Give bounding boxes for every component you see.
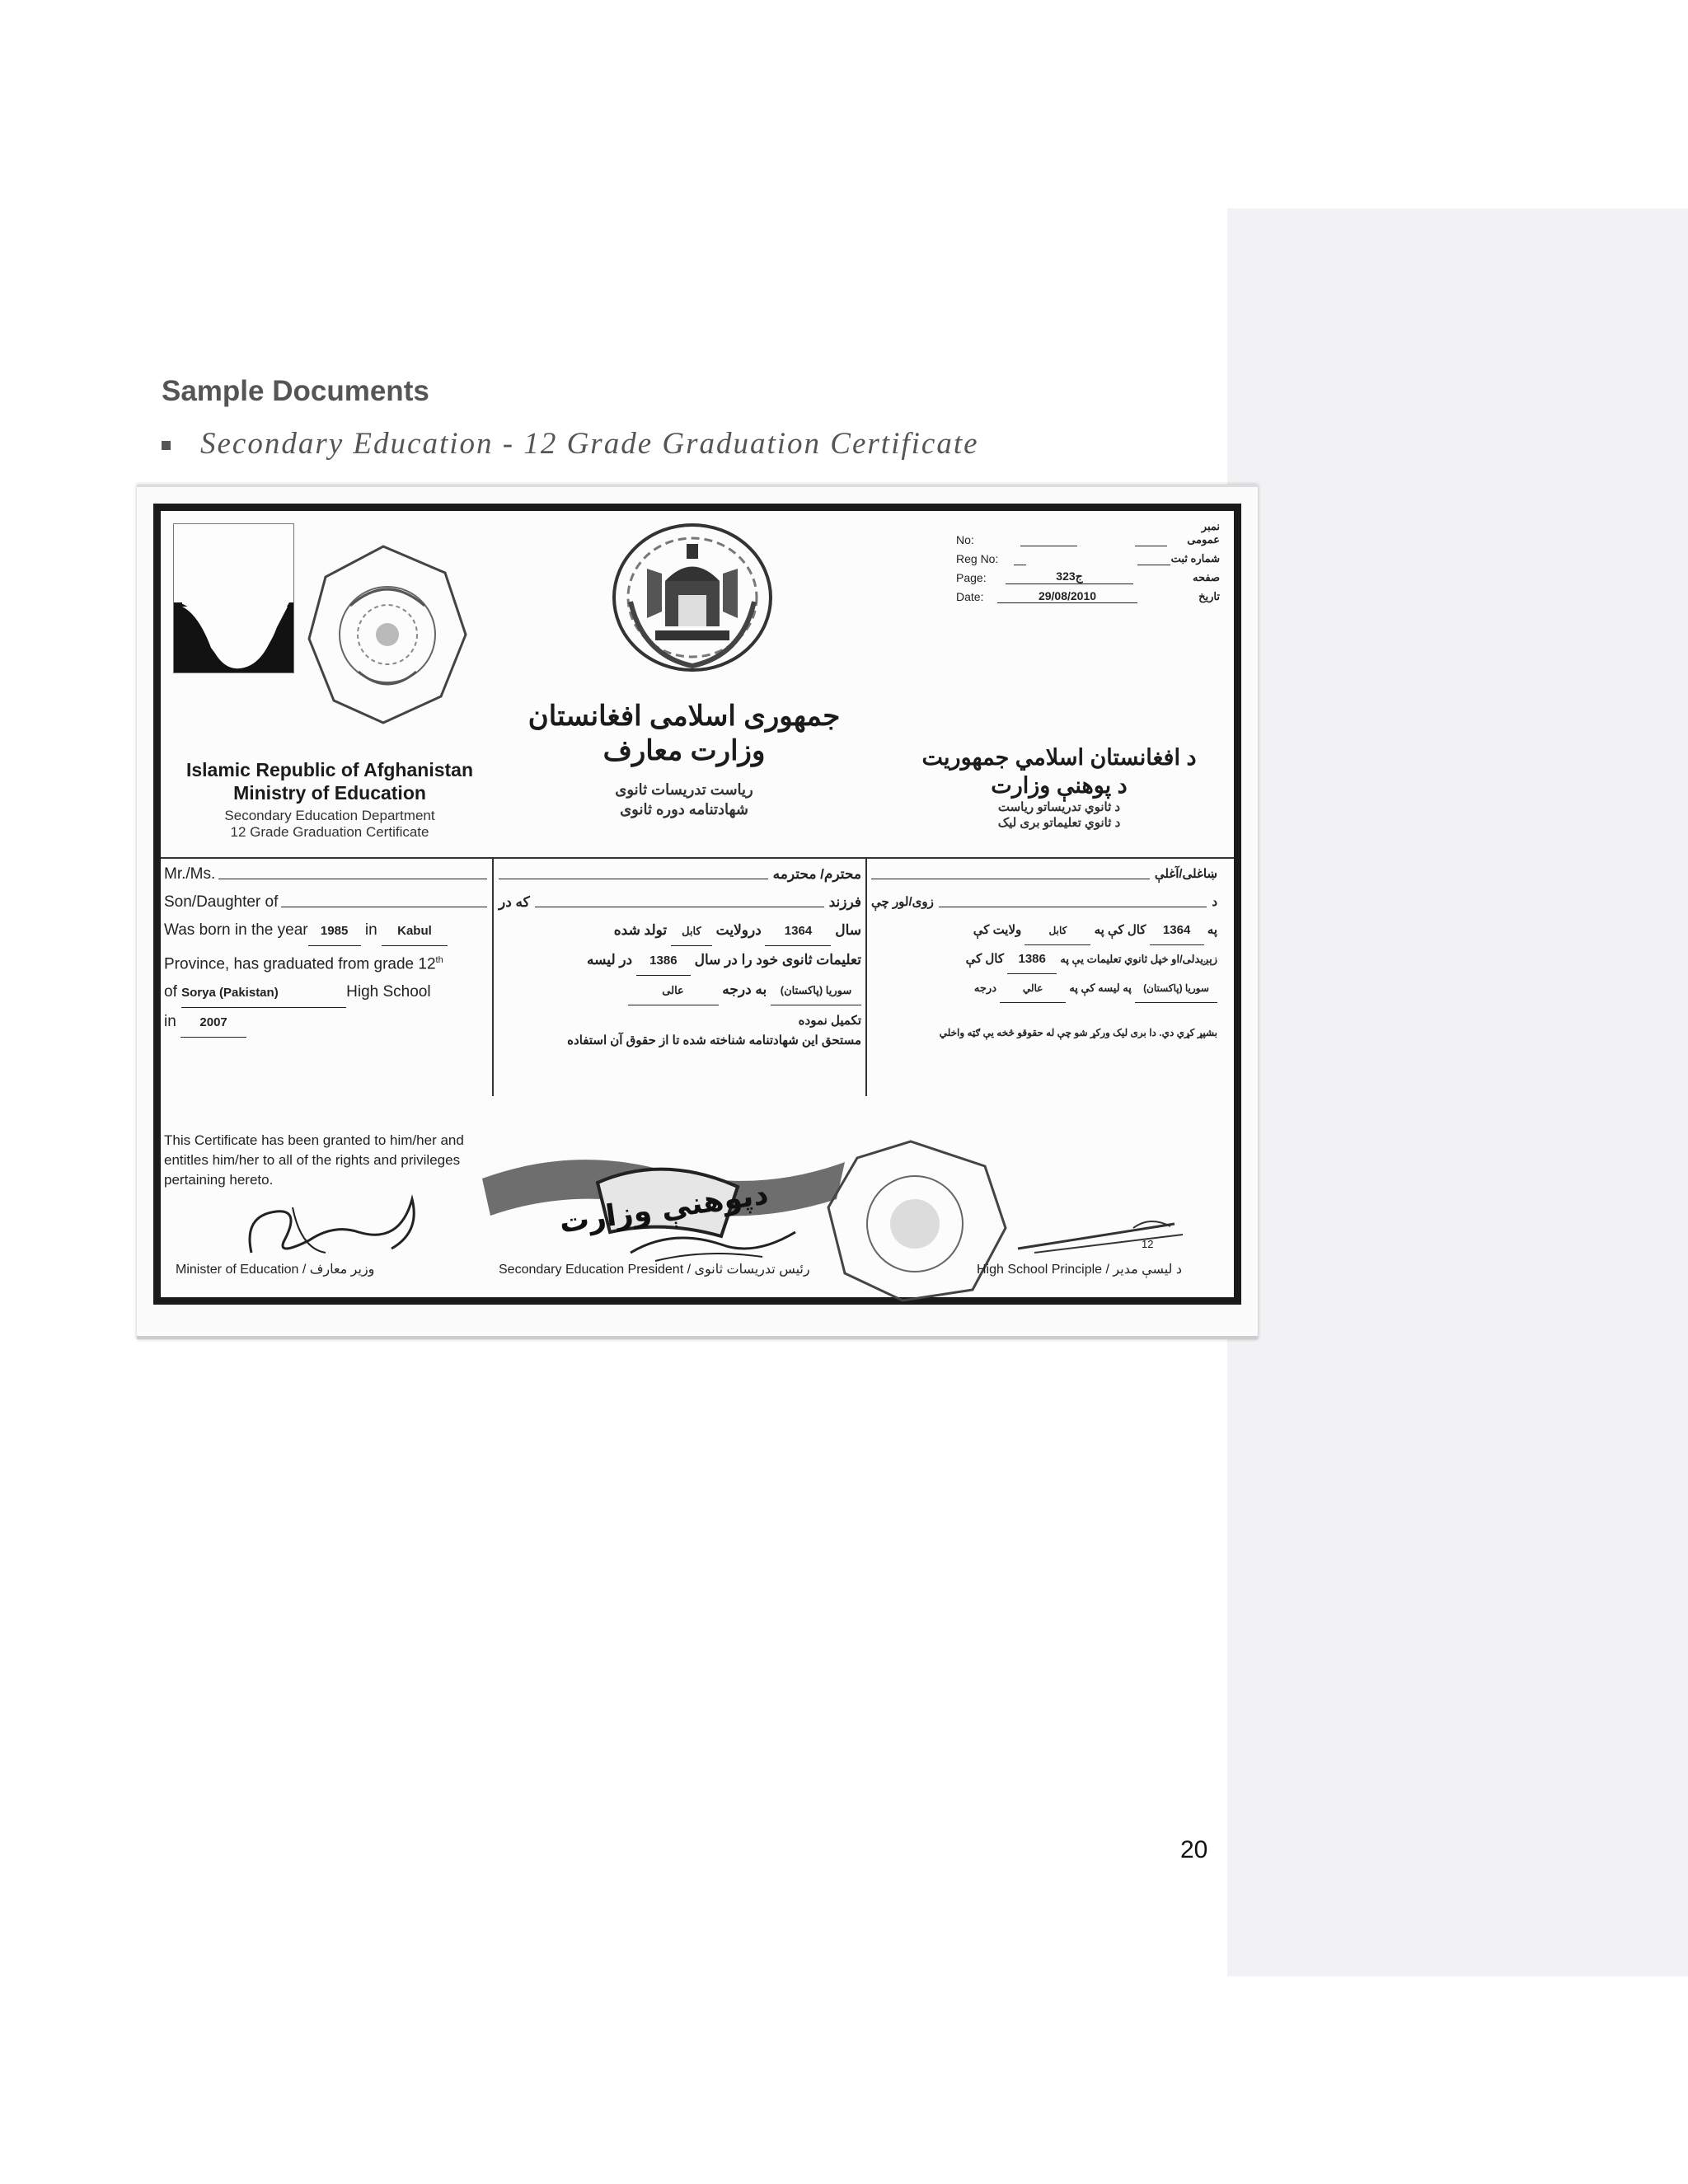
pashto-line2 bbox=[871, 888, 1217, 916]
english-header-line4: 12 Grade Graduation Certificate bbox=[230, 824, 429, 840]
seal-stamp-right-icon bbox=[820, 1137, 1018, 1302]
english-born-in-label: in bbox=[364, 921, 377, 939]
dari-grade: عالی bbox=[628, 977, 719, 1005]
principal-signature-icon bbox=[1010, 1212, 1199, 1261]
english-mr-ms-label: Mr./Ms. bbox=[164, 865, 216, 883]
certificate-image bbox=[137, 485, 1258, 1339]
pashto-line2-label: د bbox=[1212, 895, 1217, 909]
english-high-school-label: High School bbox=[346, 983, 431, 1001]
meta-no-row bbox=[956, 520, 1220, 546]
dari-birth-year: 1364 bbox=[765, 917, 831, 946]
meta-reg-value bbox=[1014, 551, 1026, 565]
pashto-grade: عالي bbox=[1000, 974, 1066, 1003]
pashto-header-line1: د افغانستان اسلامي جمهوریت bbox=[921, 745, 1197, 770]
ribbon-stamp-text: دپوهنې وزارت bbox=[557, 1177, 771, 1240]
pashto-line1 bbox=[871, 860, 1217, 888]
dari-line2 bbox=[499, 888, 861, 916]
dari-line1-label: محترم/ محترمه bbox=[772, 866, 861, 882]
certificate-content bbox=[161, 511, 1234, 1297]
meta-page-value: 3ج23 bbox=[1006, 569, 1133, 584]
dari-line7: مستحق این شهادتنامه شناخته شده تا از حقوق آن استفاده bbox=[567, 1033, 861, 1047]
meta-page-label: Page: bbox=[956, 571, 987, 584]
english-school-row bbox=[164, 978, 487, 1008]
pashto-parent-fill bbox=[939, 888, 1207, 907]
dari-line3b: درولایت bbox=[715, 922, 762, 938]
english-parent-fill bbox=[281, 888, 487, 907]
dari-line4 bbox=[499, 946, 861, 976]
pashto-body bbox=[871, 860, 1217, 1041]
pashto-birth-place: کابل bbox=[1025, 916, 1090, 945]
pashto-line5 bbox=[871, 974, 1217, 1003]
column-divider-left bbox=[492, 857, 494, 1096]
english-son-daughter-label: Son/Daughter of bbox=[164, 893, 279, 911]
section-heading: Sample Documents bbox=[162, 375, 429, 407]
meta-reg-fa: شماره ثبت bbox=[1170, 552, 1220, 565]
meta-date-row bbox=[956, 584, 1220, 603]
pashto-line1-label: ښاغلی/آغلې bbox=[1154, 867, 1217, 881]
meta-page-row bbox=[956, 565, 1220, 584]
english-mr-ms-row bbox=[164, 860, 487, 888]
meta-date-value: 29/08/2010 bbox=[997, 589, 1137, 603]
english-of-label: of bbox=[164, 983, 177, 1001]
english-header-line1: Islamic Republic of Afghanistan bbox=[185, 759, 474, 780]
english-body bbox=[164, 860, 487, 1038]
dari-birth-place: کابل bbox=[671, 917, 712, 946]
english-son-daughter-row bbox=[164, 888, 487, 916]
dari-school-name: سوریا (پاکستان) bbox=[771, 977, 861, 1005]
meta-date-label: Date: bbox=[956, 590, 984, 603]
table-top-rule bbox=[161, 857, 1234, 859]
meta-reg-fill bbox=[1137, 551, 1170, 565]
minister-signature-icon bbox=[235, 1183, 433, 1265]
pashto-line5a: په لیسه کې په bbox=[1069, 982, 1132, 994]
meta-no-label: No: bbox=[956, 533, 974, 546]
english-header-line2: Ministry of Education bbox=[233, 782, 426, 804]
dari-body bbox=[499, 860, 861, 1050]
english-year-row bbox=[164, 1008, 487, 1038]
english-born-place: Kabul bbox=[382, 917, 448, 946]
minister-signature-label: Minister of Education / وزیر معارف bbox=[176, 1263, 375, 1277]
bullet-square-icon bbox=[162, 441, 171, 450]
pashto-line5b: درجه bbox=[973, 982, 996, 994]
dari-header-line4: شهادتنامه دوره ثانوی bbox=[620, 801, 748, 818]
dari-header bbox=[511, 699, 857, 819]
pashto-line6: بشپړ کړي دي. دا بری لیک ورکړ شو چې له حقوقو څخه یې ګټه واخلي bbox=[939, 1027, 1217, 1038]
column-divider-right bbox=[865, 857, 867, 1096]
principal-note: 12 bbox=[1142, 1238, 1154, 1250]
president-signature-label: Secondary Education President / رئیس تدریسات ثانوی bbox=[499, 1263, 810, 1277]
dari-graduation-year: 1386 bbox=[636, 947, 691, 976]
pashto-header-line3: د ثانوي تدریساتو ریاست bbox=[997, 800, 1121, 814]
pashto-line3c: ولایت کې bbox=[973, 923, 1022, 937]
english-born-label: Was born in the year bbox=[164, 921, 308, 939]
pashto-header-line2: د پوهنې وزارت bbox=[991, 773, 1128, 798]
dari-header-line1: جمهوری اسلامی افغانستان bbox=[528, 701, 841, 732]
dari-line3 bbox=[499, 916, 861, 946]
afghanistan-emblem-icon bbox=[598, 519, 787, 676]
english-born-row bbox=[164, 916, 487, 946]
pashto-school-name: سوریا (پاکستان) bbox=[1135, 974, 1217, 1003]
meta-reg-row bbox=[956, 546, 1220, 565]
pashto-header bbox=[886, 743, 1232, 831]
meta-no-value bbox=[1020, 532, 1076, 546]
bullet-list-item bbox=[162, 426, 979, 462]
pashto-graduation-year: 1386 bbox=[1007, 945, 1057, 974]
dari-line4a: تعلیمات ثانوی خود را در سال bbox=[694, 952, 861, 968]
dari-line3c: تولد شده bbox=[613, 922, 668, 938]
bullet-text: Secondary Education - 12 Grade Graduation Certificate bbox=[200, 427, 979, 461]
meta-page-fa: صفحه bbox=[1193, 571, 1220, 583]
pashto-header-line4: د ثانوي تعلیماتو بری لیک bbox=[997, 816, 1121, 830]
meta-block bbox=[956, 520, 1220, 603]
english-grade-sup: th bbox=[435, 955, 443, 965]
english-header-line3: Secondary Education Department bbox=[224, 808, 435, 823]
english-year-graduated: 2007 bbox=[181, 1009, 246, 1038]
dari-line3a: سال bbox=[835, 922, 861, 938]
photo-silhouette-icon bbox=[174, 524, 293, 673]
photo-box bbox=[173, 523, 294, 673]
page-number: 20 bbox=[1180, 1836, 1208, 1863]
meta-no-fa: نمبر عمومی bbox=[1187, 520, 1220, 546]
dari-line5a: به درجه bbox=[722, 982, 767, 997]
pashto-birth-year: 1364 bbox=[1150, 916, 1204, 945]
certificate-border bbox=[153, 504, 1241, 1305]
dari-parent-fill bbox=[535, 888, 824, 907]
english-graduated-row bbox=[164, 946, 487, 978]
meta-reg-label: Reg No: bbox=[956, 552, 999, 565]
pashto-line4 bbox=[871, 945, 1217, 974]
english-graduated-label: Province, has graduated from grade 12 bbox=[164, 955, 436, 973]
dari-line5 bbox=[499, 976, 861, 1005]
pashto-line3a: په bbox=[1207, 923, 1217, 937]
principal-signature-label: High School Principle / د لیسې مدیر bbox=[977, 1263, 1182, 1277]
english-school-name: Sorya (Pakistan) bbox=[181, 979, 346, 1008]
pashto-line3b: کال کې په bbox=[1094, 923, 1146, 937]
english-granted-text: This Certificate has been granted to him/her and entitles him/her to all of the rights and privileges pertaining hereto. bbox=[164, 1132, 464, 1188]
seal-stamp-left-icon bbox=[301, 540, 474, 729]
pashto-line4b: کال کې bbox=[965, 952, 1005, 966]
dari-line6: تکمیل نموده bbox=[798, 1014, 861, 1028]
dari-line2a: فرزند bbox=[828, 894, 861, 910]
pashto-line4a: زېږیدلی/او خپل ثانوي تعلیمات یې په bbox=[1060, 953, 1217, 965]
pashto-line3 bbox=[871, 916, 1217, 945]
dari-name-fill bbox=[499, 860, 768, 879]
dari-line1 bbox=[499, 860, 861, 888]
meta-date-fa: تاریخ bbox=[1198, 590, 1220, 602]
dari-header-line3: ریاست تدریسات ثانوی bbox=[615, 781, 753, 798]
english-name-fill bbox=[218, 860, 487, 879]
english-born-year: 1985 bbox=[308, 917, 361, 946]
meta-no-fill bbox=[1135, 532, 1167, 546]
pashto-name-fill bbox=[871, 860, 1150, 879]
dari-header-line2: وزارت معارف bbox=[603, 735, 766, 766]
pashto-line2b: زوی/لور چې bbox=[871, 895, 934, 909]
dari-line2b: که در bbox=[499, 894, 530, 910]
dari-line4b: در لیسه bbox=[587, 952, 633, 968]
english-in-label: in bbox=[164, 1013, 176, 1031]
english-header bbox=[161, 758, 499, 841]
comment-pane bbox=[1227, 209, 1688, 1976]
